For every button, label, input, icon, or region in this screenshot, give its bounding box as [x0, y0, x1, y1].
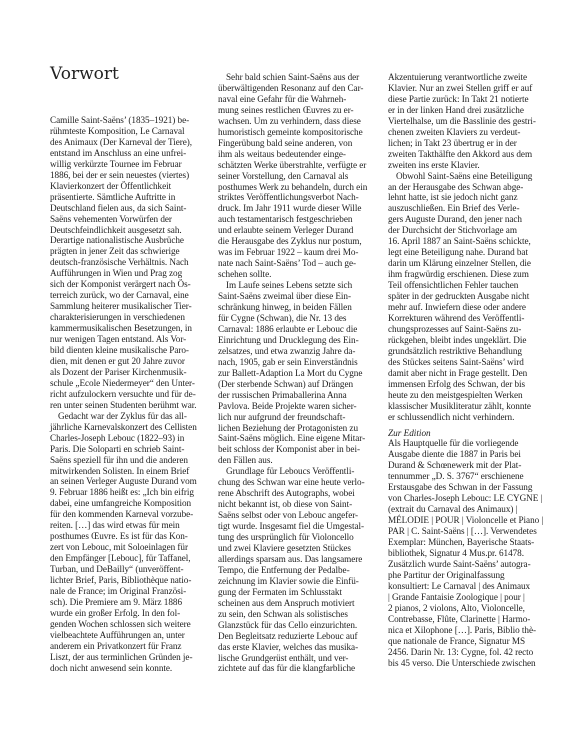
text-line: PAR | C. Saint-Saëns | […]. Verwendetes [388, 526, 537, 537]
text-column-right [388, 72, 544, 668]
text-line: rückgehen, bleibt indes ungeklärt. Die [388, 334, 527, 345]
text-line: sich der Komponist verärgert nach Ös- [50, 279, 191, 290]
text-line: schule „Ecole Niedermeyer“ den Unter- [50, 377, 195, 388]
text-line: von Charles-Joseph Lebouc: LE CYGNE | [388, 493, 543, 504]
text-line: lehnt hatte, ist sie jedoch nicht ganz [388, 192, 518, 203]
text-line: überwältigenden Resonanz auf den Car- [218, 82, 364, 93]
text-line: des Stückes seitens Saint-Saëns’ wird [388, 356, 524, 367]
text-line: dien, mit denen er gut 20 Jahre zuvor [50, 355, 185, 366]
text-line: MÉLODIE | POUR | Violoncelle et Piano | [388, 515, 544, 526]
text-line: gung der Fermaten im Schlusstakt [218, 586, 342, 597]
text-line: Saëns selbst oder von Lebouc angefer- [218, 510, 359, 521]
text-line: zichtete auf das für die klangfarbliche [218, 663, 356, 674]
text-line: lich nur aufgrund der freundschaft- [218, 411, 346, 422]
text-line: die Herausgabe des Zyklus nur postum, [218, 236, 362, 247]
text-line: legt eine Beteiligung nahe. Durand bat [388, 247, 528, 258]
text-line: immensen Erfolg des Schwan, der bis [388, 378, 526, 389]
text-line: Camille Saint-Saëns’ (1835–1921) be- [50, 115, 190, 125]
text-block-edition [388, 438, 544, 668]
text-line: | Grande Fantaisie Zoologique | pour | [388, 591, 525, 602]
text-line: Sammlung heiterer musikalischer Tier- [50, 301, 192, 312]
text-line: ren unter seinen Studenten berühmt war. [50, 399, 197, 410]
text-line: auch testamentarisch festgeschrieben [218, 214, 353, 225]
text-line: 9. Februar 1886 heißt es: „Ich bin eifrig [50, 487, 194, 498]
text-line: rene Abschrift des Autographs, wobei [218, 488, 355, 499]
text-line: sch). Die Premiere am 9. März 1886 [50, 596, 182, 607]
text-line: nale de France; im Original Französi- [50, 585, 187, 596]
text-line: was im Februar 1922 – kaum drei Mo- [218, 247, 359, 258]
text-line: er in der linken Hand drei zusätzliche [388, 104, 524, 115]
text-line: er schlussendlich nicht verhindern. [388, 411, 515, 422]
text-column-middle [218, 72, 368, 674]
text-line: Saint-Saëns zweimal über diese Ein- [218, 291, 351, 302]
text-line: phe Partitur der Originalfassung [388, 569, 505, 580]
text-line: striktes Veröffentlichungsverbot Nach- [218, 192, 359, 203]
text-line: wurde ein großer Erfolg. In den fol- [50, 607, 181, 618]
text-line: Im Laufe seines Lebens setzte sich [226, 280, 353, 291]
text-line: lische Grundgerüst enthält, und ver- [218, 652, 349, 663]
text-line: terreich zurück, wo der Carnaval, eine [50, 290, 189, 301]
text-line: 16. April 1887 an Saint-Saëns schickte, [388, 236, 531, 247]
text-line: Liszt, der aus terminlichen Gründen je- [50, 651, 193, 662]
text-line: druck. Im Jahr 1911 wurde dieser Wille [218, 203, 362, 214]
text-line: Saint-Saëns möglich. Eine eigene Mitar- [218, 433, 366, 444]
text-line: rühmteste Komposition, Le Carnaval [50, 125, 185, 136]
text-line: präsentierte. Sämtliche Auftritte in [50, 191, 176, 202]
text-line: Charles-Joseph Lebouc (1822–93) in [50, 432, 185, 443]
text-line: Glanzstück für das Cello einzurichten. [218, 619, 358, 630]
text-line: tung des ursprünglich für Violoncello [218, 532, 354, 543]
text-line: und erlaubte seinem Verleger Durand [218, 225, 354, 236]
text-line: reiten. […] das wird etwas für mein [50, 520, 180, 531]
text-line: charakterisierungen in verschiedenen [50, 312, 185, 323]
text-line: Grundlage für Leboucs Veröffentli- [226, 466, 355, 477]
text-line: später in der gedruckten Ausgabe nicht [388, 291, 530, 302]
text-line: chungsprozesses auf Saint-Saëns zu- [388, 323, 522, 334]
text-line: grundsätzlich restriktive Behandlung [388, 345, 522, 356]
text-line: posthumes Werk zu behandeln, durch ein [218, 181, 368, 192]
text-line: nur wenigen Tagen entstand. Als Vor- [50, 334, 187, 345]
text-line: nate nach Saint-Saëns’ Tod – auch ge- [218, 258, 356, 269]
text-line: (Der sterbende Schwan) auf Drängen [218, 378, 354, 389]
text-line: Korrekturen während des Veröffentli- [388, 312, 525, 323]
text-line: Tempo, die Entfernung der Pedalbe- [218, 564, 350, 575]
text-line: des Animaux (Der Karneval der Tiere), [50, 136, 193, 147]
text-line: den Fällen aus. [218, 455, 273, 466]
text-line: tigt wurde. Insgesamt fiel die Umgestal- [218, 521, 364, 532]
text-line: deutsch-französische Verhältnis. Nach [50, 257, 189, 268]
text-line: das erste Klavier, welches das musika- [218, 641, 359, 652]
text-line: an der Herausgabe des Schwan abge- [388, 181, 524, 192]
text-line: Teil offensichtlichen Fehler tauchen [388, 280, 519, 291]
text-line: und zwei Klaviere gesetzten Stückes [218, 542, 351, 553]
text-line: posthumes Œuvre. Es ist für das Kon- [50, 531, 188, 542]
text-line: entstand im Anschluss an eine unfrei- [50, 147, 187, 158]
text-line: Paris. Die Soloparti en schrieb Saint- [50, 443, 185, 454]
text-line: mung seines restlichen Œuvres zu er- [218, 104, 354, 115]
text-line: nicht bekannt ist, ob diese von Saint- [218, 499, 353, 510]
text-line: nica et Xilophone […]. Paris, Biblio thè- [388, 624, 536, 635]
text-line: darin um Klärung einzelner Stellen, die [388, 258, 531, 269]
text-line: damit aber nicht in Frage gestellt. Den [388, 367, 528, 378]
text-line: zweiten ins erste Klavier. [388, 159, 480, 170]
text-line: Viertelhalse, um die Basslinie des gestri- [388, 115, 536, 126]
text-line: diese Partie zurück: In Takt 21 notierte [388, 93, 529, 104]
text-line: zur Ballett-Adaption La Mort du Cygne [218, 367, 363, 378]
text-line: der russischen Primaballerina Anna [218, 389, 347, 400]
text-line: konsultiert: Le Carnaval | des Animaux [388, 580, 531, 591]
text-line: tennummer „D. S. 3767“ erschienene [388, 471, 524, 482]
text-line: mitwirkenden Solisten. In einem Brief [50, 465, 190, 476]
text-line: Durand & Schœnewerk mit der Plat- [388, 460, 522, 471]
text-line: heute zu den meistgespielten Werken [388, 389, 523, 400]
text-line: willig verkürzte Tournee im Februar [50, 158, 182, 169]
text-line: chenen zweiten Klaviers zu verdeut- [388, 126, 521, 137]
text-line: klassischer Musikliteratur zählt, konnte [388, 400, 531, 411]
text-line: Carnaval: 1886 erlaubte er Lebouc die [218, 323, 358, 334]
text-line: richt aufzulockern versuchte und für de- [50, 388, 196, 399]
text-line: Als Hauptquelle für die vorliegende [388, 438, 519, 449]
text-line: Turban, und DeBailly“ (unveröffent- [50, 564, 184, 575]
text-line: dabei, eine umfangreiche Komposition [50, 498, 192, 509]
text-line: Derartige nationalistische Ausbrüche [50, 235, 184, 246]
text-line: Fingerübung bald seine anderen, von [218, 137, 353, 148]
text-line: Ausgabe diente die 1887 in Paris bei [388, 449, 521, 460]
text-line: Akzentuierung verantwortliche zweite [388, 72, 528, 82]
text-line: schehen sollte. [218, 269, 272, 280]
text-line: Obwohl Saint-Saëns eine Beteiligung [396, 170, 533, 181]
text-line: Deutschfeindlichkeit ausgesetzt sah. [50, 224, 182, 235]
text-line: vielbeachtete Aufführungen an, unter [50, 629, 185, 640]
text-column-left [50, 115, 200, 674]
text-line: bild dienten kleine musikalische Paro- [50, 345, 189, 356]
text-line: naval eine Gefahr für die Wahrneh- [218, 93, 347, 104]
text-line: mehr auf. Inwiefern diese oder andere [388, 302, 526, 313]
text-line: für Cygne (Schwan), die Nr. 13 des [218, 312, 347, 323]
text-line: kammermusikalischen Besetzungen, in [50, 323, 192, 334]
text-line: der Durchsicht der Stichvorlage am [388, 225, 517, 236]
text-line: humoristisch gemeinte kompositorische [218, 126, 363, 137]
text-line: allerdings sparsam aus. Das langsamere [218, 553, 363, 564]
text-block-preface-end [388, 72, 538, 423]
text-line: Klavier. Nur an zwei Stellen griff er auf [388, 82, 533, 93]
text-line: Saëns vehementen Vorwürfen der [50, 213, 172, 224]
text-line: wachsen. Um zu verhindern, dass diese [218, 115, 361, 126]
text-line: Saëns speziell für ihn und die anderen [50, 454, 188, 465]
text-line: chung des Schwan war eine heute verlo- [218, 477, 365, 488]
text-line: anderem ein Privatkonzert für Franz [50, 640, 182, 651]
text-line: für den kommenden Karneval vorzube- [50, 509, 194, 520]
text-line: Zusätzlich wurde Saint-Saëns’ autogra- [388, 558, 531, 569]
text-line: lichter Brief, Paris, Bibliothèque natio- [50, 575, 192, 586]
text-line: Contrebasse, Flûte, Clarinette | Harmo- [388, 613, 531, 624]
text-line: schränkung hinweg, in beiden Fällen [218, 302, 352, 313]
text-line: 2456. Darin Nr. 13: Cygne, fol. 42 recto [388, 646, 534, 657]
text-line: Klavierkonzert der Öffentlichkeit [50, 180, 172, 191]
section-heading-edition: Zur Edition [388, 427, 431, 438]
text-line: Den Begleitsatz reduzierte Lebouc auf [218, 630, 358, 641]
text-line: (extrait du Carnaval des Animaux) | [388, 504, 518, 515]
text-line: doch nicht anwesend sein konnte. [50, 662, 173, 673]
text-line: bibliothek, Signatur 4 Mus.pr. 61478. [388, 547, 524, 558]
text-line: que nationale de France, Signatur MS [388, 635, 525, 646]
text-line: gers Auguste Durand, den jener nach [388, 214, 522, 225]
text-line: zeichnung im Klavier sowie die Einfü- [218, 575, 359, 586]
text-line: prägten in jener Zeit das schwierige [50, 246, 180, 257]
text-line: Gedacht war der Zyklus für das all- [58, 410, 187, 421]
text-line: Erstausgabe des Schwan in der Fassung [388, 482, 533, 493]
text-line: zelsatzes, und etwa zwanzig Jahre da- [218, 345, 356, 356]
text-line: genden Wochen schlossen sich weitere [50, 618, 191, 629]
text-line: nach, 1905, gab er sein Einverständnis [218, 356, 358, 367]
text-line: beit schloss der Komponist aber in bei- [218, 444, 360, 455]
text-line: zert von Lebouc, mit Soloeinlagen für [50, 542, 188, 553]
text-line: Pavlova. Beide Projekte waren sicher- [218, 400, 357, 411]
text-line: Sehr bald schien Saint-Saëns aus der [226, 72, 360, 82]
text-line: 1886, bei der er sein neuestes (viertes) [50, 169, 190, 180]
text-line: an seinen Verleger Auguste Durand vom [50, 476, 197, 487]
text-line: scheinen aus dem Anspruch motiviert [218, 597, 355, 608]
text-line: Einrichtung und Drucklegung des Ein- [218, 334, 359, 345]
text-line: Deutschland fielen aus, da sich Saint- [50, 202, 187, 213]
text-line: ihm als weitaus bedeutender einge- [218, 148, 346, 159]
text-line: schätzten Werke überstrahlte, verfügte er [218, 159, 367, 170]
text-line: als Dozent der Pariser Kirchenmusik- [50, 366, 187, 377]
text-line: lichen Beziehung der Protagonisten zu [218, 422, 359, 433]
page-title: Vorwort [50, 64, 119, 84]
text-line: zweiten Takthälfte den Akkord aus dem [388, 148, 533, 159]
text-line: bis 45 verso. Die Unterschiede zwischen [388, 657, 536, 668]
text-line: seiner Vorstellung, den Carnaval als [218, 170, 349, 181]
text-line: den Empfänger [Lebouc], für Taffanel, [50, 553, 191, 564]
text-line: ihm fragwürdig erschienen. Diese zum [388, 269, 529, 280]
text-line: jährliche Karnevalskonzert des Cellisten [50, 421, 197, 432]
text-line: Exemplar: München, Bayerische Staats- [388, 537, 535, 548]
text-line: auszuschließen. Ein Brief des Verle- [388, 203, 520, 214]
text-line: Aufführungen in Wien und Prag zog [50, 268, 183, 279]
text-line: lichen; in Takt 23 übertrug er in der [388, 137, 517, 148]
text-line: zu sein, den Schwan als solistisches [218, 608, 348, 619]
text-line: 2 pianos, 2 violons, Alto, Violoncelle, [388, 602, 525, 613]
